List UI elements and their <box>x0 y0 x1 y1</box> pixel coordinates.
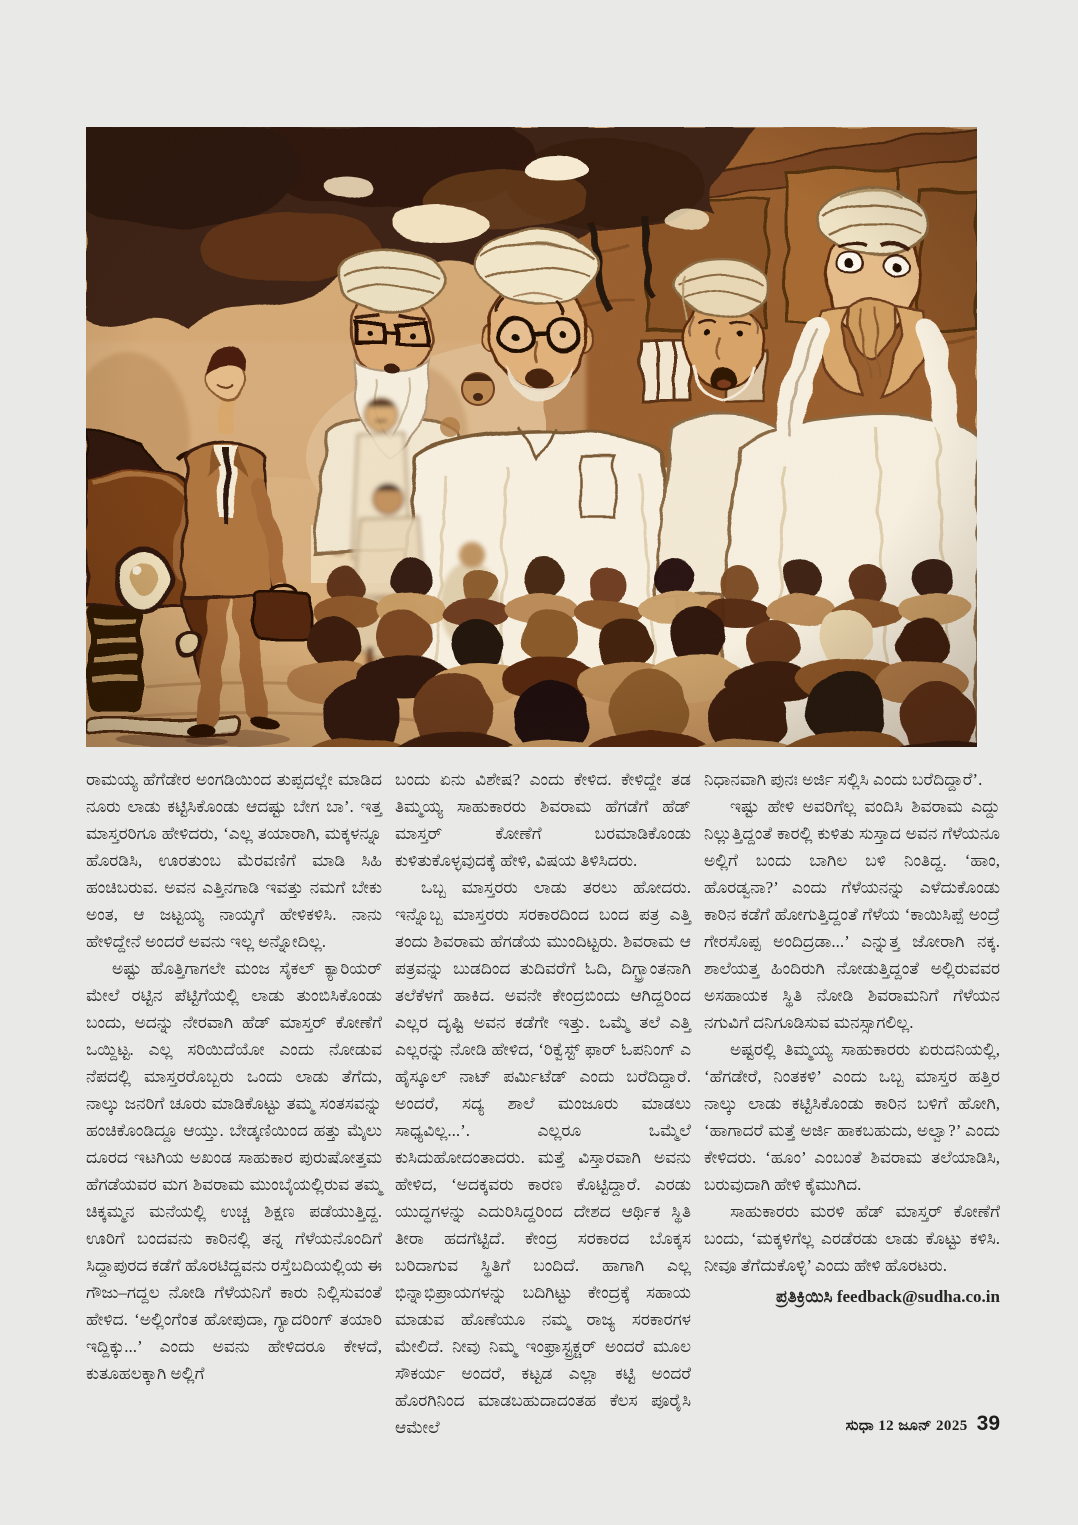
paragraph: ಇಷ್ಟು ಹೇಳಿ ಅವರಿಗೆಲ್ಲ ವಂದಿಸಿ ಶಿವರಾಮ ಎದ್ದು ನಿಲ್ಲುತ್ತಿದ್ದಂತೆ ಕಾರಲ್ಲಿ ಕುಳಿತು ಸುಸ್ತಾದ ಅವನ ಗೆಳೆಯನೂ ಅಲ್ಲಿಗೆ ಬಂದು ಬಾಗಿಲ ಬಳಿ ನಿಂತಿದ್ದ. ‘ಹಾಂ, ಹೊರಡ್ವನಾ?’ ಎಂದು ಗೆಳೆಯನನ್ನು ಎಳೆದುಕೊಂಡು ಕಾರಿನ ಕಡೆಗೆ ಹೋಗುತ್ತಿದ್ದಂತೆ ಗೆಳೆಯ ‘ಕಾಯಿಸಿಪ್ಪೆ ಅಂದ್ರೆ ಗೇರಸೊಪ್ಪ ಅಂದಿದ್ರಡಾ...’ ಎನ್ನುತ್ತ ಜೋರಾಗಿ ನಕ್ಕ. ಶಾಲೆಯತ್ತ ಹಿಂದಿರುಗಿ ನೋಡುತ್ತಿದ್ದಂತೆ ಅಲ್ಲಿರುವವರ ಅಸಹಾಯಕ ಸ್ಥಿತಿ ನೋಡಿ ಶಿವರಾಮನಿಗೆ ಗೆಳೆಯನ ನಗುವಿಗೆ ದನಿಗೂಡಿಸುವ ಮನಸ್ಸಾಗಲಿಲ್ಲ. <box>704 797 1000 1032</box>
issue-date: ಸುಧಾ 12 ಜೂನ್ 2025 <box>845 1418 968 1434</box>
story-illustration <box>86 127 977 747</box>
paragraph: ಸಾಹುಕಾರರು ಮರಳಿ ಹೆಡ್ ಮಾಸ್ತರ್ ಕೋಣೆಗೆ ಬಂದು, ‘ಮಕ್ಕಳಿಗೆಲ್ಲ ಎರಡೆರಡು ಲಾಡು ಕೊಟ್ಟು ಕಳಿಸಿ. ನೀವೂ ತೆಗೆದುಕೊಳ್ಳಿ’ ಎಂದು ಹೇಳಿ ಹೊರಟರು. <box>704 1202 1000 1275</box>
text-column-2 <box>395 766 691 1437</box>
paragraph: ರಾಮಯ್ಯ ಹೆಗೆಡೇರ ಅಂಗಡಿಯಿಂದ ತುಪ್ಪದಲ್ಲೇ ಮಾಡಿದ ನೂರು ಲಾಡು ಕಟ್ಟಿಸಿಕೊಂಡು ಆದಷ್ಟು ಬೇಗ ಬಾ’. ಇತ್ತ ಮಾಸ್ತರರಿಗೂ ಹೇಳಿದರು, ‘ಎಲ್ಲ ತಯಾರಾಗಿ, ಮಕ್ಕಳನ್ನೂ ಹೊರಡಿಸಿ, ಊರತುಂಬ ಮೆರವಣಿಗೆ ಮಾಡಿ ಸಿಹಿ ಹಂಚಿಬರುವ. ಅವನ ಎತ್ತಿನಗಾಡಿ ಇವತ್ತು ನಮಗೆ ಬೇಕು ಅಂತ, ಆ ಜಟ್ಟಯ್ಯ ನಾಯ್ಕಗೆ ಹೇಳಿಕಳಿಸಿ. ನಾನು ಹೇಳಿದ್ದೇನೆ ಅಂದರೆ ಅವನು ಇಲ್ಲ ಅನ್ನೋದಿಲ್ಲ. <box>86 770 382 951</box>
paragraph: ನಿಧಾನವಾಗಿ ಪುನಃ ಅರ್ಜಿ ಸಲ್ಲಿಸಿ ಎಂದು ಬರೆದಿದ್ದಾರೆ’. <box>704 770 983 789</box>
feedback-line <box>704 1283 1000 1310</box>
story-illustration-svg <box>86 127 977 747</box>
paragraph: ಬಂದು ಏನು ವಿಶೇಷ? ಎಂದು ಕೇಳಿದ. ಕೇಳಿದ್ದೇ ತಡ ತಿಮ್ಮಯ್ಯ ಸಾಹುಕಾರರು ಶಿವರಾಮ ಹೆಗಡೆಗೆ ಹೆಡ್ ಮಾಸ್ತರ್ ಕೋಣೆಗೆ ಬರಮಾಡಿಕೊಂಡು ಕುಳಿತುಕೊಳ್ಳವುದಕ್ಕೆ ಹೇಳಿ, ವಿಷಯ ತಿಳಿಸಿದರು. <box>395 770 691 870</box>
canvas-grain <box>86 127 977 747</box>
paragraph: ಅಷ್ಟು ಹೊತ್ತಿಗಾಗಲೇ ಮಂಜ ಸೈಕಲ್ ಕ್ಯಾರಿಯರ್ ಮೇಲೆ ರಟ್ಟಿನ ಪೆಟ್ಟಿಗೆಯಲ್ಲಿ ಲಾಡು ತುಂಬಿಸಿಕೊಂಡು ಬಂದು, ಅದನ್ನು ನೇರವಾಗಿ ಹೆಡ್ ಮಾಸ್ತರ್ ಕೋಣೆಗೆ ಒಯ್ದಿಟ್ಟ. ಎಲ್ಲ ಸರಿಯಿದೆಯೋ ಎಂದು ನೋಡುವ ನೆಪದಲ್ಲಿ ಮಾಸ್ತರರೊಬ್ಬರು ಒಂದು ಲಾಡು ತೆಗೆದು, ನಾಲ್ಕು ಜನರಿಗೆ ಚೂರು ಮಾಡಿಕೊಟ್ಟು ತಮ್ಮ ಸಂತಸವನ್ನು ಹಂಚಿಕೊಂಡಿದ್ದೂ ಆಯ್ತು. ಬೇಡ್ಕಣಿಯಿಂದ ಹತ್ತು ಮೈಲು ದೂರದ ಇಟಗಿಯ ಅಖಂಡ ಸಾಹುಕಾರ ಪುರುಷೋತ್ತಮ ಹೆಗಡೆಯವರ ಮಗ ಶಿವರಾಮ ಮುಂಬೈಯಲ್ಲಿರುವ ತಮ್ಮ ಚಿಕ್ಕಮ್ಮನ ಮನೆಯಲ್ಲಿ ಉಚ್ಚ ಶಿಕ್ಷಣ ಪಡೆಯುತ್ತಿದ್ದ. ಊರಿಗೆ ಬಂದವನು ಕಾರಿನಲ್ಲಿ ತನ್ನ ಗೆಳೆಯನೊಂದಿಗೆ ಸಿದ್ದಾಪುರದ ಕಡೆಗೆ ಹೊರಟಿದ್ದವನು ರಸ್ತೆಬದಿಯಲ್ಲಿಯ ಈ ಗೌಜು–ಗದ್ದಲ ನೋಡಿ ಗೆಳೆಯನಿಗೆ ಕಾರು ನಿಲ್ಲಿಸುವಂತೆ ಹೇಳಿದ. ‘ಅಲ್ಲಿಂಗೆಂತ ಹೋಪುದಾ, ಗ್ಯಾದರಿಂಗ್ ತಯಾರಿ ಇದ್ದಿಕ್ಕು...’ ಎಂದು ಅವನು ಹೇಳಿದರೂ ಕೇಳದೆ, ಕುತೂಹಲಕ್ಕಾಗಿ ಅಲ್ಲಿಗೆ <box>86 959 382 1383</box>
page-footer <box>846 1412 1000 1436</box>
paragraph: ಅಷ್ಟರಲ್ಲಿ ತಿಮ್ಮಯ್ಯ ಸಾಹುಕಾರರು ಏರುದನಿಯಲ್ಲಿ, ‘ಹೆಗಡೇರೆ, ನಿಂತಕಳಿ’ ಎಂದು ಒಬ್ಬ ಮಾಸ್ತರ ಹತ್ತಿರ ನಾಲ್ಕು ಲಾಡು ಕಟ್ಟಿಸಿಕೊಂಡು ಕಾರಿನ ಬಳಿಗೆ ಹೋಗಿ, ‘ಹಾಗಾದರೆ ಮತ್ತೆ ಅರ್ಜಿ ಹಾಕಬಹುದು, ಅಲ್ವಾ?’ ಎಂದು ಕೇಳಿದರು. ‘ಹೂಂ’ ಎಂಬಂತೆ ಶಿವರಾಮ ತಲೆಯಾಡಿಸಿ, ಬರುವುದಾಗಿ ಹೇಳಿ ಕೈಮುಗಿದ. <box>704 1040 1000 1194</box>
page-number: 39 <box>976 1412 1000 1435</box>
feedback-label: ಪ್ರತಿಕ್ರಿಯಿಸಿ <box>775 1287 833 1306</box>
text-column-1 <box>86 766 382 1416</box>
paragraph: ಒಬ್ಬ ಮಾಸ್ತರರು ಲಾಡು ತರಲು ಹೋದರು. ಇನ್ನೊಬ್ಬ ಮಾಸ್ತರರು ಸರಕಾರದಿಂದ ಬಂದ ಪತ್ರ ಎತ್ತಿ ತಂದು ಶಿವರಾಮ ಹೆಗಡೆಯ ಮುಂದಿಟ್ಟರು. ಶಿವರಾಮ ಆ ಪತ್ರವನ್ನು ಬುಡದಿಂದ ತುದಿವರೆಗೆ ಓದಿ, ದಿಗ್ಭ್ರಾಂತನಾಗಿ ತಲೆಕೆಳಗೆ ಹಾಕಿದ. ಅವನೇ ಕೇಂದ್ರಬಿಂದು ಆಗಿದ್ದರಿಂದ ಎಲ್ಲರ ದೃಷ್ಟಿ ಅವನ ಕಡೆಗೇ ಇತ್ತು. ಒಮ್ಮೆ ತಲೆ ಎತ್ತಿ ಎಲ್ಲರನ್ನು ನೋಡಿ ಹೇಳಿದ, ‘ರಿಕ್ವೆಸ್ಟ್ ಫಾರ್ ಓಪನಿಂಗ್ ಎ ಹೈಸ್ಕೂಲ್ ನಾಟ್ ಪರ್ಮಿಟೆಡ್ ಎಂದು ಬರೆದಿದ್ದಾರೆ. ಅಂದರೆ, ಸದ್ಯ ಶಾಲೆ ಮಂಜೂರು ಮಾಡಲು ಸಾಧ್ಯವಿಲ್ಲ...’. ಎಲ್ಲರೂ ಒಮ್ಮೆಲೆ ಕುಸಿದುಹೋದಂತಾದರು. ಮತ್ತೆ ವಿಸ್ತಾರವಾಗಿ ಅವನು ಹೇಳಿದ, ‘ಅದಕ್ಕವರು ಕಾರಣ ಕೊಟ್ಟಿದ್ದಾರೆ. ಎರಡು ಯುದ್ಧಗಳನ್ನು ಎದುರಿಸಿದ್ದರಿಂದ ದೇಶದ ಆರ್ಥಿಕ ಸ್ಥಿತಿ ತೀರಾ ಹದಗೆಟ್ಟಿದೆ. ಕೇಂದ್ರ ಸರಕಾರದ ಬೊಕ್ಕಸ ಬರಿದಾಗುವ ಸ್ಥಿತಿಗೆ ಬಂದಿದೆ. ಹಾಗಾಗಿ ಎಲ್ಲ ಭಿನ್ನಾಭಿಪ್ರಾಯಗಳನ್ನು ಬದಿಗಿಟ್ಟು ಕೇಂದ್ರಕ್ಕೆ ಸಹಾಯ ಮಾಡುವ ಹೊಣೆಯೂ ನಮ್ಮ ರಾಜ್ಯ ಸರಕಾರಗಳ ಮೇಲಿದೆ. ನೀವು ನಿಮ್ಮ ಇಂಫ್ರಾಸ್ಟ್ರಕ್ಚರ್ ಅಂದರೆ ಮೂಲ ಸೌಕರ್ಯ ಅಂದರೆ, ಕಟ್ಟಡ ಎಲ್ಲಾ ಕಟ್ಟಿ ಅಂದರೆ ಹೊರಗಿನಿಂದ ಮಾಡಬಹುದಾದಂತಹ ಕೆಲಸ ಪೂರೈಸಿ ಆಮೇಲೆ <box>395 878 691 1437</box>
text-column-3 <box>704 766 1000 1416</box>
feedback-email: feedback@sudha.co.in <box>836 1287 1000 1306</box>
